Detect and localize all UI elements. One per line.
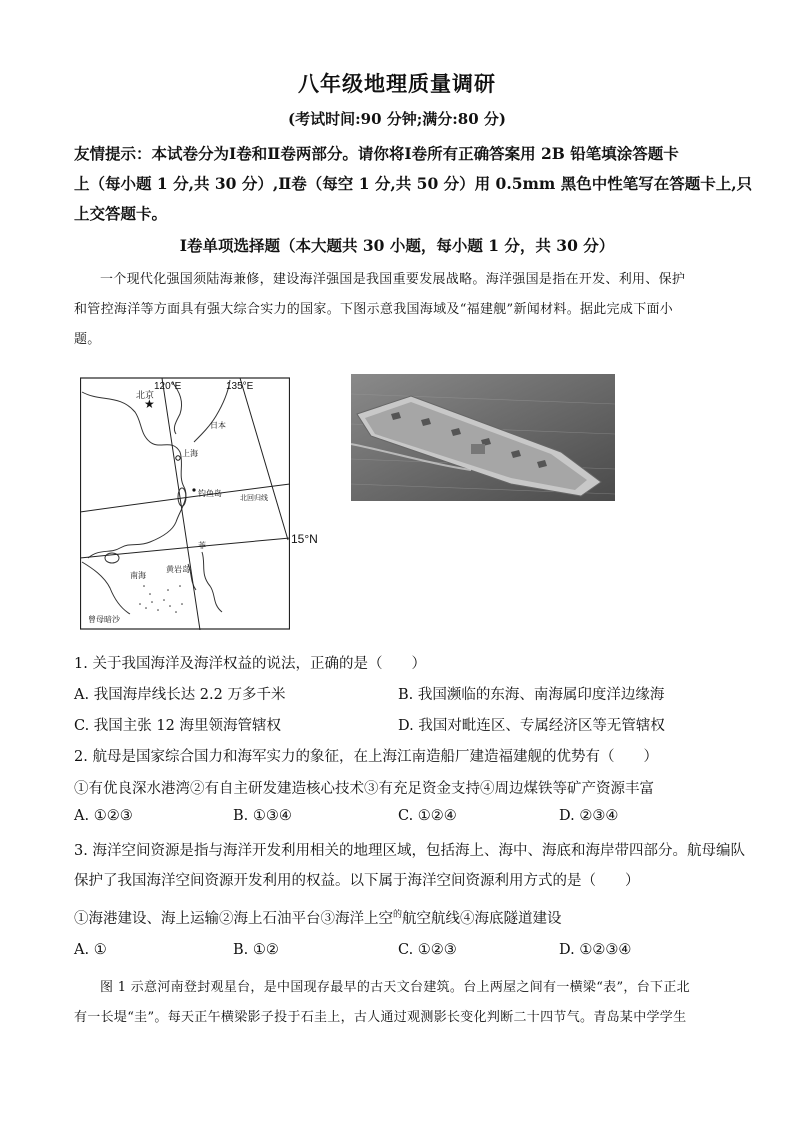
beijing-star-icon: ★ (144, 397, 155, 411)
map-label-sea: 南海 (130, 571, 146, 580)
question-3-stem-2: 保护了我国海洋空间资源开发利用的权益。以下属于海洋空间资源利用方式的是（ ） (74, 873, 640, 889)
question-3-option-c: C. ①②③ (398, 942, 457, 958)
tip-line-2: 上（每小题 1 分,共 30 分）,Ⅱ卷（每空 1 分,共 50 分）用 0.5mm 黑色中性笔写在答题卡上,只 (74, 174, 753, 193)
question-1-option-c: C. 我国主张 12 海里领海管辖权 (74, 718, 281, 734)
question-3-superscript: 的 (393, 910, 403, 921)
question-1-option-a: A. 我国海岸线长达 2.2 万多千米 (74, 687, 286, 703)
map-label-japan: 日本 (210, 421, 226, 430)
question-2-option-b: B. ①③④ (233, 808, 292, 824)
map-label-135e: 135°E (226, 381, 254, 392)
diaoyu-marker (192, 488, 195, 491)
question-2-stem: 2. 航母是国家综合国力和海军实力的象征，在上海江南造船厂建造福建舰的优势有（ ） (74, 749, 658, 765)
map-label-shanghai: 上海 (182, 449, 198, 458)
question-2-statements: ①有优良深水港湾②有自主研发建造核心技术③有充足资金支持④周边煤铁等矿产资源丰富 (74, 781, 654, 797)
exam-info: (考试时间:90 分钟;满分:80 分) (288, 110, 506, 128)
map-label-diaoyu: 钓鱼岛 (198, 489, 222, 498)
question-2-option-a: A. ①②③ (74, 808, 133, 824)
carrier-island-tower (471, 444, 485, 454)
question-3-statements-part-2: 航空航线④海底隧道建设 (402, 911, 562, 927)
page-title: 八年级地理质量调研 (298, 71, 496, 96)
intro-line-3: 题。 (74, 332, 101, 347)
question-3-option-a: A. ① (74, 942, 107, 958)
question-2-option-d: D. ②③④ (559, 808, 619, 824)
question-1-option-b: B. 我国濒临的东海、南海属印度洋边缘海 (398, 687, 665, 703)
question-3-option-b: B. ①② (233, 942, 279, 958)
section-title: Ⅰ卷单项选择题（本大题共 30 小题，每小题 1 分，共 30 分） (179, 236, 615, 255)
map-label-120e: 120°E (154, 381, 182, 392)
map-label-zengmu: 曾母暗沙 (88, 615, 120, 624)
passage-2-line-1: 图 1 示意河南登封观星台，是中国现存最早的古天文台建筑。台上两屋之间有一横梁“表”，台下正北 (100, 980, 690, 995)
question-3-statements-part-1: ①海港建设、海上运输②海上石油平台③海洋上空 (74, 911, 393, 927)
map-label-huangyan: 黄岩岛 (166, 565, 190, 574)
china-sea-map (80, 372, 290, 630)
question-1-stem: 1. 关于我国海洋及海洋权益的说法，正确的是（ ） (74, 656, 426, 672)
map-label-beijing: 北京 (136, 391, 155, 401)
question-3-option-d: D. ①②③④ (559, 942, 632, 958)
question-2-option-c: C. ①②④ (398, 808, 457, 824)
tip-line-1: 友情提示：本试卷分为Ⅰ卷和Ⅱ卷两部分。请你将Ⅰ卷所有正确答案用 2B 铅笔填涂答题卡 (74, 144, 679, 163)
map-label-fei: 菲 (198, 541, 206, 550)
question-1-option-d: D. 我国对毗连区、专属经济区等无管辖权 (398, 718, 665, 734)
passage-2-line-2: 有一长堤“圭”。每天正午横梁影子投于石圭上，古人通过观测影长变化判断二十四节气。青岛某中学学生 (74, 1010, 687, 1025)
intro-line-2: 和管控海洋等方面具有强大综合实力的国家。下图示意我国海域及“福建舰”新闻材料。据此完成下面小 (74, 302, 674, 317)
aircraft-carrier-photo (351, 374, 615, 501)
question-3-stem: 3. 海洋空间资源是指与海洋开发利用相关的地理区域，包括海上、海中、海底和海岸带四部分。航母编队 (74, 843, 745, 859)
map-label-tropic: 北回归线 (240, 494, 268, 502)
question-3-statements (74, 907, 562, 928)
intro-line-1: 一个现代化强国须陆海兼修，建设海洋强国是我国重要发展战略。海洋强国是指在开发、利用、保护 (100, 272, 686, 287)
tip-line-3: 上交答题卡。 (74, 204, 168, 223)
map-label-15n: 15°N (291, 532, 318, 546)
